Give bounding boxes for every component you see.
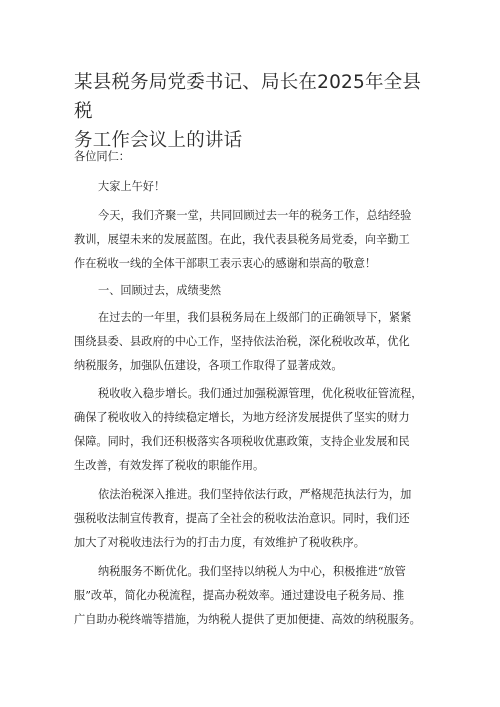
section-heading: 一、回顾过去，成绩斐然: [98, 284, 222, 297]
paragraph-line: 今天，我们齐聚一堂，共同回顾过去一年的税务工作，总结经验: [98, 209, 412, 222]
paragraph-line: 加大了对税收违法行为的打击力度，有效维护了税收秩序。: [74, 536, 365, 549]
document-title: [74, 68, 434, 155]
paragraph-line: 确保了税收收入的持续稳定增长，为地方经济发展提供了坚实的财力: [74, 411, 410, 424]
paragraph-line: 纳税服务不断优化。我们坚持以纳税人为中心，积极推进“放管: [98, 565, 406, 578]
title-line: 某县税务局党委书记、局长在2025年全县税: [74, 72, 422, 122]
paragraph-line: 围绕县委、县政府的中心工作，坚持依法治税，深化税收改革，优化: [74, 335, 410, 348]
paragraph-line: 依法治税深入推进。我们坚持依法行政，严格规范执法行为，加: [98, 488, 412, 501]
paragraph-line: 税收收入稳步增长。我们通过加强税源管理，优化税收征管流程，: [98, 387, 423, 400]
paragraph-line: 服”改革，简化办税流程，提高办税效率。通过建设电子税务局、推: [74, 589, 405, 602]
paragraph-line: 作在税收一线的全体干部职工表示衷心的感谢和崇高的敬意！: [74, 257, 377, 270]
paragraph-line: 在过去的一年里，我们县税务局在上级部门的正确领导下，紧紧: [98, 311, 412, 324]
paragraph-line: 强税收法制宣传教育，提高了全社会的税收法治意识。同时，我们还: [74, 512, 410, 525]
paragraph-line: 生改善，有效发挥了税收的职能作用。: [74, 459, 265, 472]
title-line: 务工作会议上的讲话: [74, 130, 243, 151]
paragraph-line: 广自助办税终端等措施，为纳税人提供了更加便捷、高效的纳税服务。: [74, 613, 421, 626]
greeting: 大家上午好！: [98, 180, 166, 193]
salutation: 各位同仁：: [74, 150, 130, 163]
paragraph-line: 纳税服务，加强队伍建设，各项工作取得了显著成效。: [74, 359, 343, 372]
paragraph-line: 保障。同时，我们还积极落实各项税收优惠政策，支持企业发展和民: [74, 435, 410, 448]
paragraph-line: 教训，展望未来的发展蓝图。在此，我代表县税务局党委，向辛勤工: [74, 233, 410, 246]
